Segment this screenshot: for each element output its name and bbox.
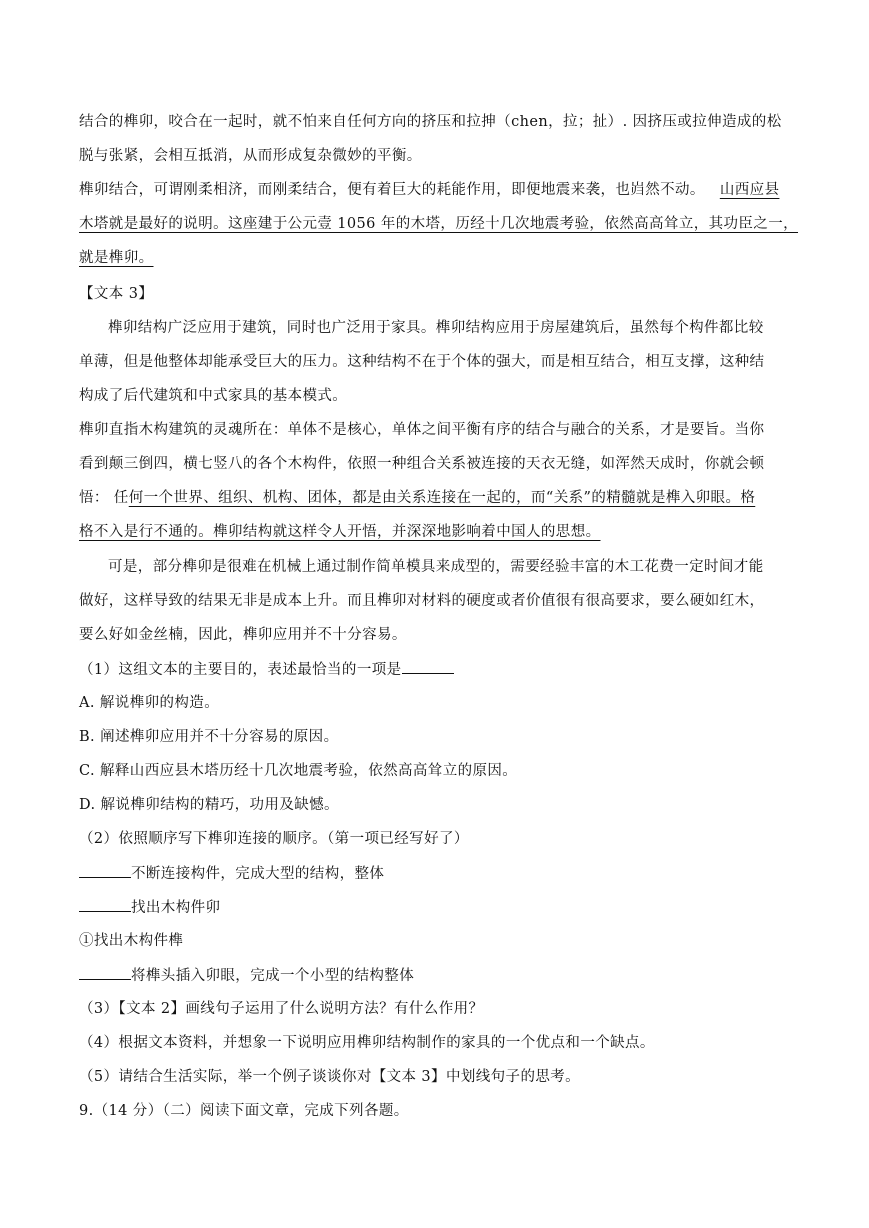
text3-p1-line-2: 单薄，但是他整体却能承受巨大的压力。这种结构不在于个体的强大，而是相互结合，相互支撑，这种结: [79, 354, 765, 370]
sequence-step-3: ①找出木构件榫: [79, 933, 184, 949]
sequence-step-4: [79, 965, 414, 986]
question-1-text: （1）这组文本的主要目的，表述最恰当的一项是: [79, 662, 402, 678]
question-4: （4）根据文本资料，并想象一下说明应用榫卯结构制作的家具的一个优点和一个缺点。: [79, 1035, 655, 1051]
text3-p1-line-1: 榫卯结构广泛应用于建筑，同时也广泛用于家具。榫卯结构应用于房屋建筑后，虽然每个构件都比较: [108, 320, 764, 336]
sequence-step-1: [79, 863, 384, 884]
answer-blank[interactable]: [402, 659, 454, 674]
option-a: A. 解说榫卯的构造。: [79, 695, 220, 711]
step-text: 将榫头插入卯眼，完成一个小型的结构整体: [131, 968, 415, 984]
text3-p2-line-3: [79, 488, 755, 508]
text3-heading: 【文本 3】: [79, 286, 154, 302]
option-d: D. 解说榫卯结构的精巧，功用及缺憾。: [79, 797, 339, 813]
text3-p2-line-3-plain: 悟： 任: [79, 490, 129, 506]
option-b: B. 阐述榫卯应用并不十分容易的原因。: [79, 729, 339, 745]
underlined-sentence-start: 山西应县: [719, 182, 780, 198]
text3-p2-line-1: 榫卯直指木构建筑的灵魂所在：单体不是核心，单体之间平衡有序的结合与融合的关系，才是要旨。当你: [79, 422, 765, 438]
text3-underlined-end: 格不入是行不通的。榫卯结构就这样令人开悟，并深深地影响着中国人的思想。: [79, 524, 601, 540]
sequence-step-2: [79, 897, 220, 918]
text3-p3-line-3: 要么好如金丝楠，因此，榫卯应用并不十分容易。: [79, 627, 407, 643]
question-9-heading: 9.（14 分）（二）阅读下面文章，完成下列各题。: [79, 1103, 409, 1119]
question-2: （2）依照顺序写下榫卯连接的顺序。（第一项已经写好了）: [79, 831, 469, 847]
option-c: C. 解释山西应县木塔历经十几次地震考验，依然高高耸立的原因。: [79, 763, 518, 779]
answer-blank[interactable]: [79, 897, 131, 912]
answer-blank[interactable]: [79, 863, 131, 878]
text3-p2-line-2: 看到颠三倒四，横七竖八的各个木构件，依照一种组合关系被连接的天衣无缝，如浑然天成时，你就会顿: [79, 456, 765, 472]
text2-line-1: 结合的榫卯，咬合在一起时，就不怕来自任何方向的挤压和拉抻（chen，拉；扯）. 因挤压或拉伸造成的松: [79, 114, 782, 130]
text3-p3-line-1: 可是，部分榫卯是很难在机械上通过制作简单模具来成型的，需要经验丰富的木工花费一定时间才能: [108, 559, 764, 575]
text2-line-2: 脱与张紧，会相互抵消，从而形成复杂微妙的平衡。: [79, 148, 422, 164]
question-5: （5）请结合生活实际，举一个例子谈谈你对【文本 3】中划线句子的思考。: [79, 1069, 581, 1085]
answer-blank[interactable]: [79, 965, 131, 980]
underlined-sentence-middle: 木塔就是最好的说明。这座建于公元壹 1056 年的木塔，历经十几次地震考验，依然高高耸立，其功臣之一，: [79, 216, 799, 232]
question-3: （3）【文本 2】画线句子运用了什么说明方法？有什么作用？: [79, 1001, 484, 1017]
step-text: 不断连接构件，完成大型的结构，整体: [131, 866, 385, 882]
text2-line-3-plain: 榫卯结合，可谓刚柔相济，而刚柔结合，便有着巨大的耗能作用，即便地震来袭，也岿然不动。: [79, 182, 705, 198]
step-text: 找出木构件卯: [131, 900, 221, 916]
underlined-sentence-end: 就是榫卯。: [79, 250, 154, 266]
text3-p1-line-3: 构成了后代建筑和中式家具的基本模式。: [79, 388, 348, 404]
question-1: [79, 659, 454, 680]
text2-line-3: [79, 180, 779, 200]
text3-underlined-start: 何一个世界、组织、机构、团体，都是由关系连接在一起的，而“关系”的精髓就是榫入卯眼。格: [128, 490, 756, 506]
text3-p3-line-2: 做好，这样导致的结果无非是成本上升。而且榫卯对材料的硬度或者价值很有很高要求，要么硬如红木，: [79, 593, 765, 609]
